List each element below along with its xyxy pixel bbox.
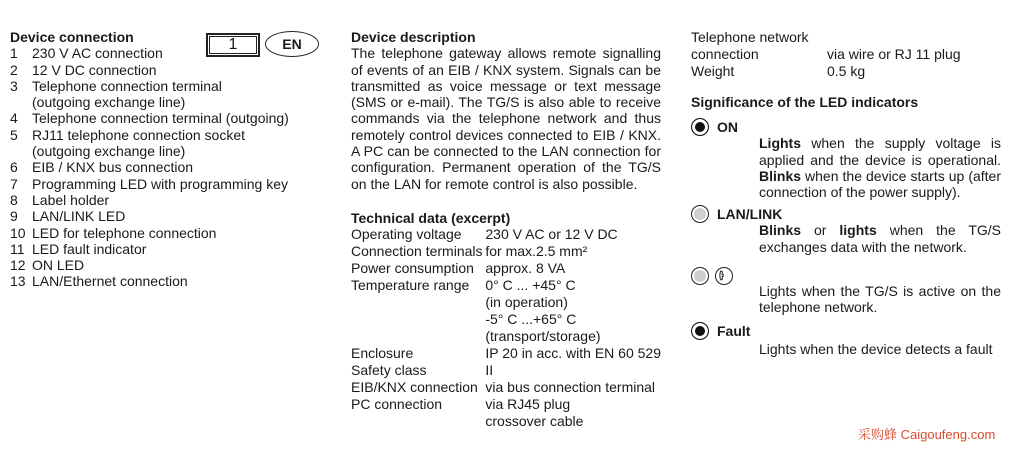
item-number (10, 94, 32, 110)
device-connection-heading: Device connection (10, 29, 134, 45)
led-on-bold1: Lights (759, 135, 801, 152)
spec-key (351, 328, 485, 345)
item-number: 10 (10, 224, 26, 241)
spec-value: approx. 8 VA (485, 260, 566, 277)
spec-row (351, 260, 661, 277)
item-text: Programming LED with programming key (32, 175, 288, 192)
led-lan-title: LAN/LINK (717, 206, 783, 223)
led-on-title: ON (717, 119, 738, 136)
device-description-text: The telephone gateway allows remote signalling of events of an EIB / KNX system. Signals can be transmitted as voice message or text message (SMS or e-mail). The TG/S is also able to receive commands via the telephone network and thus remotely control devices connected to EIB / KNX. A PC can be connected to the LAN connection for configuration. Permanent operation of the TG/S on the LAN for remote control is also possible. (351, 45, 661, 192)
connection-list-item (10, 241, 330, 257)
led-lan-text2: when the TG/S exchanges data with the network. (759, 222, 1001, 255)
led-lan-bold2: lights (839, 222, 877, 239)
led-fault-title: Fault (717, 322, 751, 339)
lan-led-icon (691, 205, 709, 223)
spec-value: via RJ45 plug (485, 396, 571, 413)
item-text: Telephone connection terminal (outgoing) (32, 110, 289, 127)
telephone-led-icon (691, 267, 709, 285)
item-text: ON LED (32, 257, 85, 274)
item-number: 4 (10, 110, 18, 127)
spec-key (351, 413, 485, 430)
spec-key: Enclosure (351, 345, 414, 362)
led-fault-desc: Lights when the device detects a fault (759, 340, 993, 357)
item-text: EIB / KNX bus connection (32, 159, 194, 176)
connection-list-item (10, 273, 330, 289)
item-number: 9 (10, 208, 18, 225)
connection-list-item (10, 94, 330, 110)
device-description-heading: Device description (351, 29, 476, 45)
spec-row (351, 413, 661, 430)
connection-list-item (10, 225, 330, 241)
spec-value: via bus connection terminal (485, 379, 656, 396)
item-number: 7 (10, 175, 18, 192)
watermark: 采购蜂 Caigoufeng.com (858, 427, 996, 442)
spec-row (351, 243, 661, 260)
page-number-box: 1 (206, 33, 260, 57)
device-description-section (351, 29, 661, 430)
spec-key (351, 311, 485, 328)
on-led-icon (691, 118, 709, 136)
led-lan-bold1: Blinks (759, 222, 802, 239)
spec-value: 0.5 kg (827, 63, 866, 79)
connection-list-item (10, 143, 330, 159)
spec-key: Temperature range (351, 277, 470, 294)
spec-row (351, 311, 661, 328)
item-text: (outgoing exchange line) (32, 143, 186, 160)
led-on-desc (759, 135, 1001, 200)
spec-value: via wire or RJ 11 plug (827, 46, 961, 62)
spec-key: Safety class (351, 362, 427, 379)
spec-row (691, 63, 961, 80)
spec-row (351, 277, 661, 294)
led-fault-block (691, 322, 1003, 357)
device-connection-section (10, 29, 330, 290)
spec-key: connection (691, 46, 759, 62)
item-number: 5 (10, 126, 18, 143)
spec-value (827, 29, 961, 46)
spec-value: for max.2.5 mm² (485, 243, 588, 260)
spec-row (351, 328, 661, 345)
connection-list-item (10, 62, 330, 78)
spec-row (351, 379, 661, 396)
fault-led-icon (691, 322, 709, 340)
spec-row (351, 226, 661, 243)
item-number: 2 (10, 61, 18, 78)
spec-value: 230 V AC or 12 V DC (485, 226, 618, 243)
spec-key (351, 294, 485, 311)
spec-key: EIB/KNX connection (351, 379, 478, 396)
item-text: LED fault indicator (32, 240, 147, 257)
spec-key: Operating voltage (351, 226, 462, 243)
item-text: LED for telephone connection (32, 224, 217, 241)
spec-value: 0° C ... +45° C (485, 277, 576, 294)
spec-key: PC connection (351, 396, 443, 413)
spec-value: -5° C ...+65° C (485, 311, 577, 328)
item-text: Telephone connection terminal (32, 77, 222, 94)
spec-row (691, 29, 961, 46)
led-on-block (691, 118, 1003, 200)
item-text: 230 V AC connection (32, 45, 163, 62)
spec-row (351, 294, 661, 311)
led-lan-desc (759, 222, 1001, 255)
item-number (10, 143, 32, 159)
led-on-text2: when the device starts up (after connection of the power supply). (759, 167, 1001, 201)
connection-list-item (10, 127, 330, 143)
item-number: 11 (10, 240, 25, 257)
led-indicators-heading: Significance of the LED indicators (691, 94, 919, 110)
specs-and-led-section (691, 29, 1003, 357)
led-lan-text1: or (801, 222, 840, 239)
item-number: 6 (10, 159, 18, 176)
spec-row (351, 396, 661, 413)
spec-value: II (485, 362, 494, 379)
spec-key: Telephone network (691, 29, 809, 45)
item-text: LAN/Ethernet connection (32, 273, 188, 290)
spec-value: (in operation) (485, 294, 568, 311)
spec-key: Weight (691, 63, 735, 79)
led-on-text1: when the supply voltage is applied and the device is operational. (759, 135, 1001, 168)
item-number: 1 (10, 45, 18, 62)
item-text: RJ11 telephone connection socket (32, 126, 245, 143)
spec-row (351, 362, 661, 379)
connection-list (10, 45, 330, 289)
spec-row (691, 46, 961, 63)
connection-list-item (10, 192, 330, 208)
item-text: 12 V DC connection (32, 61, 157, 78)
language-badge: EN (265, 31, 319, 57)
technical-data-heading: Technical data (excerpt) (351, 209, 511, 226)
spec-value: IP 20 in acc. with EN 60 529 (485, 345, 661, 362)
connection-list-item (10, 208, 330, 224)
spec-key: Power consumption (351, 260, 474, 277)
spec-key: Connection terminals (351, 243, 483, 260)
led-lan-block (691, 205, 1003, 255)
item-text: LAN/LINK LED (32, 208, 126, 225)
item-number: 8 (10, 191, 18, 208)
spec-value: (transport/storage) (485, 328, 601, 345)
item-text: (outgoing exchange line) (32, 94, 186, 111)
spec-row (351, 345, 661, 362)
connection-list-item (10, 176, 330, 192)
item-text: Label holder (32, 191, 110, 208)
connection-list-item (10, 110, 330, 126)
connection-list-item (10, 159, 330, 175)
led-telephone-desc: Lights when the TG/S is active on the telephone network. (759, 283, 1001, 316)
technical-data-table (351, 226, 661, 430)
led-on-bold2: Blinks (759, 167, 802, 184)
item-number: 12 (10, 257, 26, 274)
spec-table (691, 29, 961, 80)
item-number: 13 (10, 273, 26, 290)
item-number: 3 (10, 77, 18, 94)
spec-value: crossover cable (485, 413, 584, 430)
connection-list-item (10, 257, 330, 273)
connection-list-item (10, 78, 330, 94)
telephone-icon (715, 267, 733, 285)
led-telephone-block (691, 267, 1003, 316)
